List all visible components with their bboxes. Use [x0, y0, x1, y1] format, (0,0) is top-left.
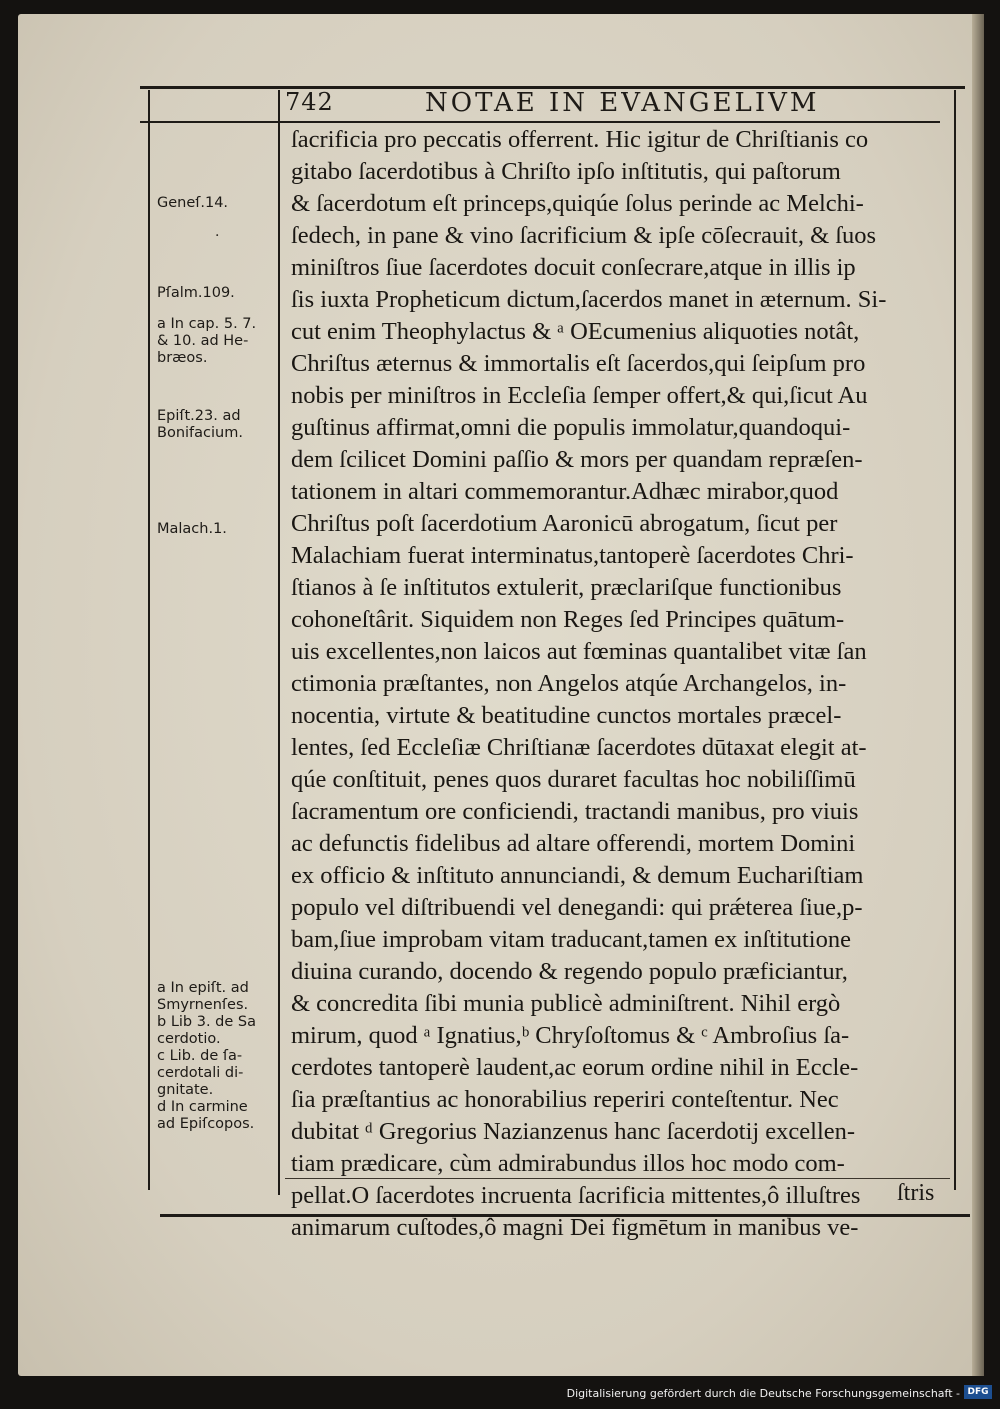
margin-note-line: c Lib. de ſa-	[157, 1048, 243, 1064]
text-line: bam,ſiue improbam vitam traducant,tamen ex inſtitutione	[291, 926, 851, 953]
header-rule-bottom	[140, 121, 940, 123]
footer-credit: Digitalisierung gefördert durch die Deutsche Forschungsgemeinschaft -	[566, 1387, 960, 1400]
text-line: lentes, ſed Eccleſiæ Chriſtianæ ſacerdotes dūtaxat elegit at-	[291, 734, 867, 761]
text-line: ſedech, in pane & vino ſacrificium & ipſe cōſecrauit, & ſuos	[291, 222, 877, 249]
text-line: diuina curando, docendo & regendo populo præficiantur,	[291, 958, 848, 985]
text-line: populo vel diſtribuendi vel denegandi: qui prǽterea ſiue,p-	[291, 894, 863, 921]
text-line: ſia præſtantius ac honorabilius reperiri conteſtentur. Nec	[291, 1086, 839, 1113]
text-line: ſtianos à ſe inſtitutos extulerit, præclariſque functionibus	[291, 574, 842, 601]
text-line: qúe conſtituit, penes quos duraret facultas hoc nobiliſſimū	[291, 766, 856, 793]
margin-note	[157, 195, 289, 212]
margin-note	[157, 285, 289, 302]
text-line: mirum, quod ᵃ Ignatius,ᵇ Chryſoſtomus & ᶜ Ambroſius ſa-	[291, 1022, 850, 1049]
text-line: ſacramentum ore conficiendi, tractandi manibus, pro viuis	[291, 798, 859, 825]
page-number: 742	[285, 88, 334, 116]
margin-note-line: a In epiſt. ad	[157, 980, 249, 996]
text-line: uis excellentes,non laicos aut fœminas quantalibet vitæ ſan	[291, 638, 867, 665]
text-line: miniſtros ſiue ſacerdotes docuit conſecrare,atque in illis ip	[291, 254, 856, 281]
text-line: & concredita ſibi munia publicè adminiſtrent. Nihil ergò	[291, 990, 841, 1017]
dfg-logo: DFG	[964, 1385, 992, 1399]
text-line: cohoneſtârit. Siquidem non Reges ſed Principes quātum-	[291, 606, 845, 633]
margin-rule-left	[148, 90, 150, 1190]
margin-note-line: ad Epiſcopos.	[157, 1116, 255, 1132]
text-line: Malachiam fuerat interminatus,tantoperè ſacerdotes Chri-	[291, 542, 854, 569]
text-line: ſacrificia pro peccatis offerrent. Hic igitur de Chriſtianis co	[291, 126, 869, 153]
text-line: gitabo ſacerdotibus à Chriſto ipſo inſtitutis, qui paſtorum	[291, 158, 841, 185]
text-line: pellat.O ſacerdotes incruenta ſacrificia mittentes,ô illuſtres	[291, 1182, 861, 1209]
text-line: cut enim Theophylactus & ᵃ OEcumenius aliquoties notât,	[291, 318, 860, 345]
margin-note-line: Bonifacium.	[157, 425, 243, 441]
margin-note-line: b Lib 3. de Sa	[157, 1014, 257, 1030]
text-line: cerdotes tantoperè laudent,ac eorum ordine nihil in Eccle-	[291, 1054, 859, 1081]
text-line: tationem in altari commemorantur.Adhæc mirabor,quod	[291, 478, 839, 505]
margin-note-line: cerdotio.	[157, 1031, 221, 1047]
text-line: Chriſtus poſt ſacerdotium Aaronicū abrogatum, ſicut per	[291, 510, 838, 537]
catchword: ſtris	[897, 1180, 935, 1206]
text-line: ſis iuxta Propheticum dictum,ſacerdos manet in æternum. Si-	[291, 286, 887, 313]
body-text	[291, 124, 956, 1244]
text-line: ex officio & inſtituto annunciandi, & demum Euchariſtiam	[291, 862, 864, 889]
text-line: ac defunctis fidelibus ad altare offerendi, mortem Domini	[291, 830, 856, 857]
margin-note-line: bræos.	[157, 350, 208, 366]
margin-dot: ·	[215, 228, 220, 244]
margin-note	[157, 521, 289, 538]
margin-note-line: Pſalm.109.	[157, 285, 235, 301]
margin-note-line: & 10. ad He-	[157, 333, 249, 349]
page-edge	[972, 14, 984, 1376]
margin-note	[157, 316, 289, 367]
text-line: Chriſtus æternus & immortalis eſt ſacerdos,qui ſeipſum pro	[291, 350, 866, 377]
margin-note-line: d In carmine	[157, 1099, 248, 1115]
margin-note-line: a In cap. 5. 7.	[157, 316, 257, 332]
text-line: dubitat ᵈ Gregorius Nazianzenus hanc ſacerdotij excellen-	[291, 1118, 856, 1145]
text-line: & ſacerdotum eſt princeps,quiqúe ſolus perinde ac Melchi-	[291, 190, 864, 217]
text-line: tiam prædicare, cùm admirabundus illos hoc modo com-	[291, 1150, 845, 1177]
text-line: ctimonia præſtantes, non Angelos atqúe Archangelos, in-	[291, 670, 847, 697]
text-line: guſtinus affirmat,omni die populis immolatur,quandoqui-	[291, 414, 851, 441]
margin-note-line: cerdotali di-	[157, 1065, 244, 1081]
text-line: nocentia, virtute & beatitudine cunctos mortales præcel-	[291, 702, 842, 729]
margin-note-line: Geneſ.14.	[157, 195, 229, 211]
text-line: animarum cuſtodes,ô magni Dei figmētum in manibus ve-	[291, 1214, 859, 1241]
running-head: NOTAE IN EVANGELIVM	[425, 88, 820, 118]
margin-note	[157, 408, 289, 442]
margin-note-line: gnitate.	[157, 1082, 214, 1098]
margin-note-line: Malach.1.	[157, 521, 227, 537]
margin-note-line: Epiſt.23. ad	[157, 408, 241, 424]
text-line: dem ſcilicet Domini paſſio & mors per quandam repræſen-	[291, 446, 863, 473]
margin-note-line: Smyrnenſes.	[157, 997, 249, 1013]
text-line: nobis per miniſtros in Eccleſia ſemper offert,& qui,ſicut Au	[291, 382, 868, 409]
margin-note	[157, 980, 289, 1133]
